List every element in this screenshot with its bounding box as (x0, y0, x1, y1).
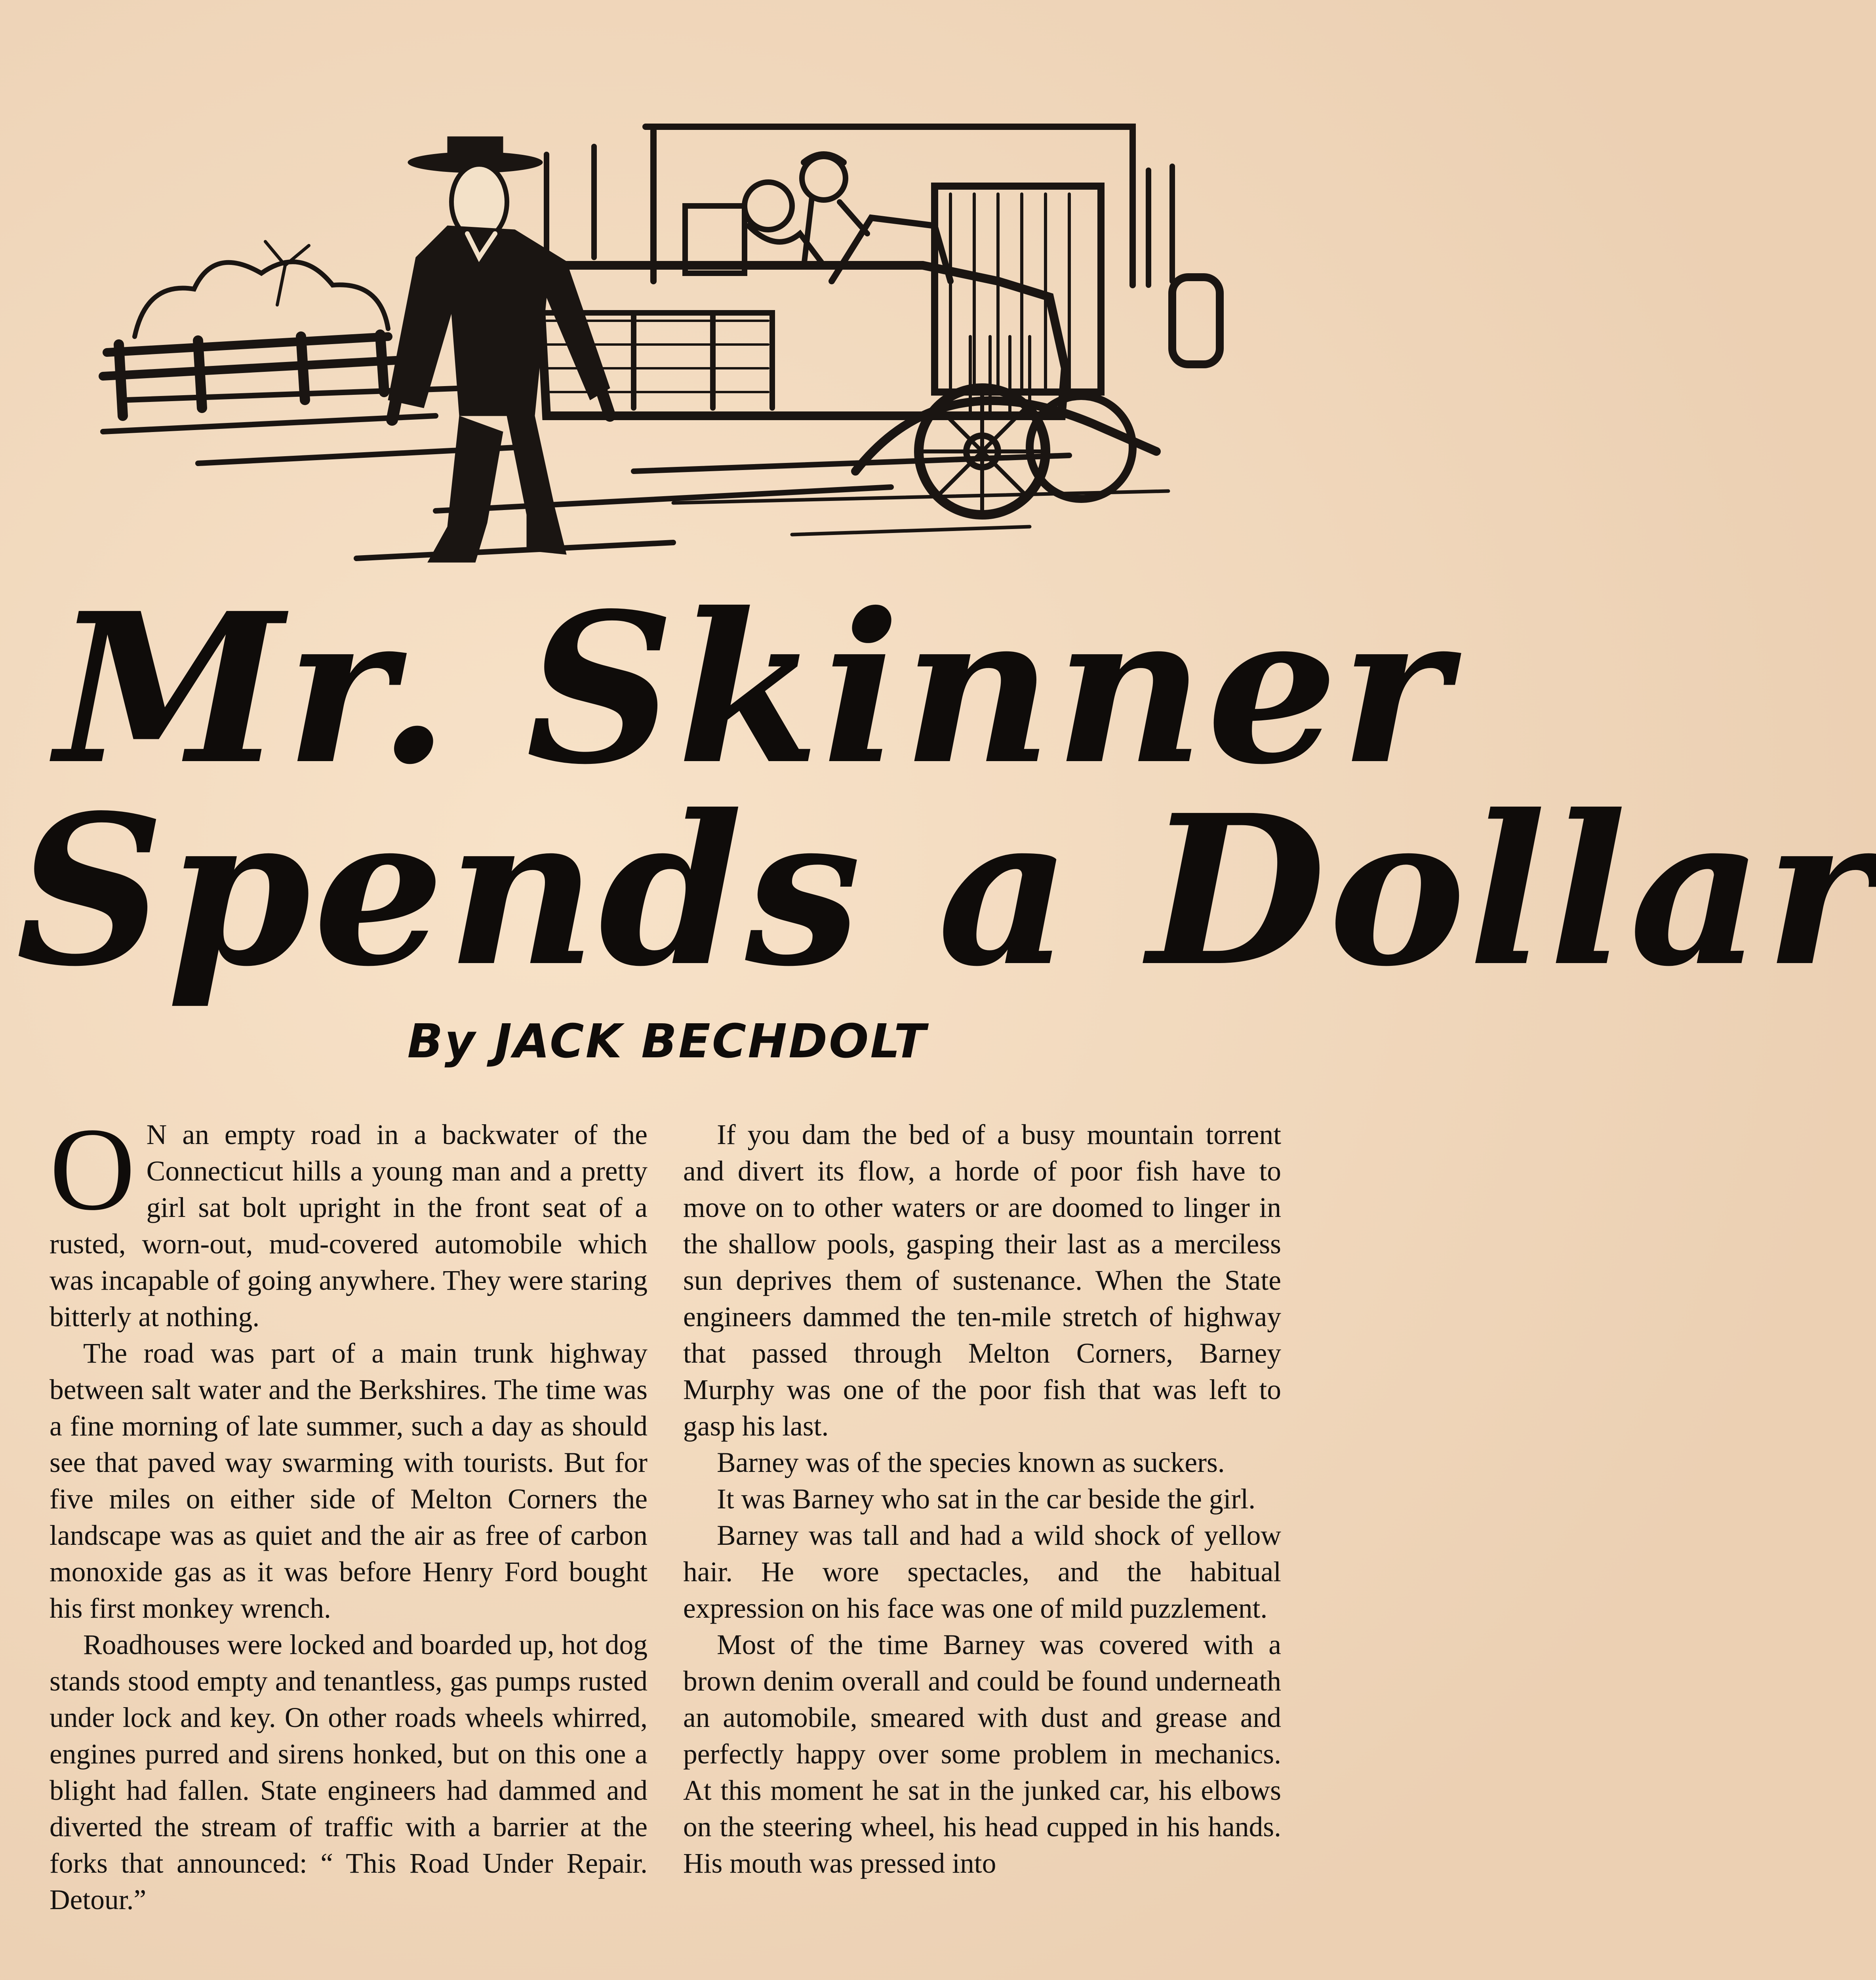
paragraph: Barney was of the species known as suckers. (717, 1447, 1225, 1478)
author-byline: By JACK BECHDOLT (407, 1014, 928, 1068)
illustration-man-and-car (79, 115, 1259, 645)
paragraph: Most of the time Barney was covered with a brown denim overall and could be found underneath an automobile, smeared with dust and grease and perfectly happy over some problem in mechanics. At this moment he sat in the junked car, his elbows on the steering wheel, his head cupped in his hands. His mouth was pressed into (683, 1629, 1281, 1879)
paragraph (50, 1103, 648, 1335)
paragraph-text: N an empty road in a backwater of the Connecticut hills a young man and a pretty girl sat bolt upright in the front seat of a rusted, worn-out, mud-covered automobile which was incapable of going anywhere. They were staring bitterly at nothing. (50, 1119, 648, 1333)
text-column-right (683, 1117, 1281, 1980)
story-title-line-2: Spends a Dollar (16, 770, 1876, 1012)
paragraph: If you dam the bed of a busy mountain torrent and divert its flow, a horde of poor fish have to move on to other waters or are doomed to linger in the shallow pools, gasping their last as a merciless sun deprives them of sustenance. When the State engineers dammed the ten-mile stretch of highway that passed through Melton Corners, Barney Murphy was one of the poor fish that was left to gasp his last. (683, 1119, 1281, 1442)
paragraph: The road was part of a main trunk highway between salt water and the Berkshires. The time was a fine morning of late summer, such a day as should see that paved way swarming with tourists. But for five miles on either side of Melton Corners the landscape was as quiet and the air as free of carbon monoxide gas as it was before Henry Ford bought his first monkey wrench. (50, 1338, 648, 1624)
story-illustration (79, 115, 1259, 645)
story-title-line-1: Mr. Skinner (55, 568, 1451, 810)
paragraph: Roadhouses were locked and boarded up, hot dog stands stood empty and tenantless, gas pumps rusted under lock and key. On other roads wheels whirred, engines purred and sirens honked, but on this one a blight had fallen. State engineers had dammed and diverted the stream of traffic with a barrier at the forks that announced: “ This Road Under Repair. Detour.” (50, 1629, 648, 1915)
paragraph: It was Barney who sat in the car beside the girl. (717, 1483, 1256, 1515)
drop-cap: O (50, 1103, 135, 1235)
text-column-left (50, 1103, 648, 1980)
paragraph: Barney was tall and had a wild shock of yellow hair. He wore spectacles, and the habitual expression on his face was one of mild puzzlement. (683, 1520, 1281, 1624)
